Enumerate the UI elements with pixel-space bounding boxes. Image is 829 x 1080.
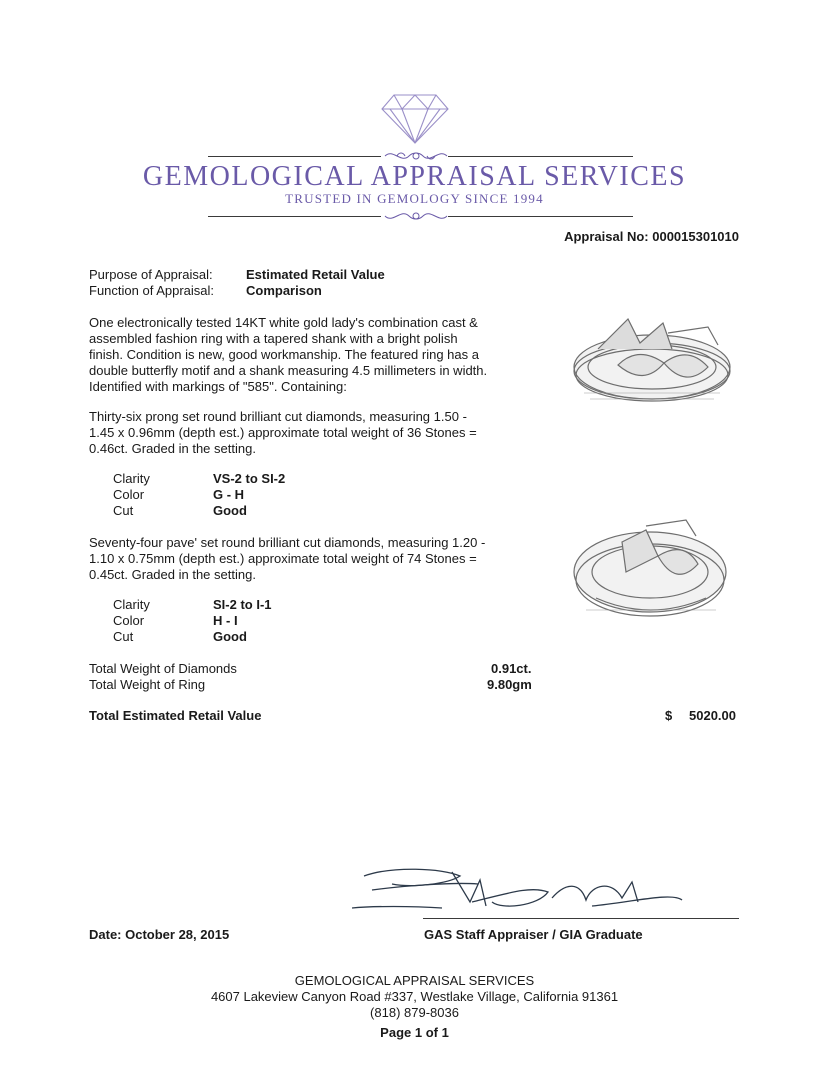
company-tagline: TRUSTED IN GEMOLOGY SINCE 1994 bbox=[285, 191, 544, 206]
total-retail-label: Total Estimated Retail Value bbox=[89, 708, 262, 723]
stone-group-2-text: Seventy-four pave' set round brilliant cut diamonds, measuring 1.20 - 1.10 x 0.75mm (depth est.) approximate total weight of 74 Stones = 0.45ct. Graded in the setting. bbox=[89, 535, 486, 582]
spec-cut-label: Cut bbox=[113, 629, 134, 644]
spec-clarity-label: Clarity bbox=[113, 597, 150, 612]
spec-cut-label: Cut bbox=[113, 503, 134, 518]
total-retail-value: 5020.00 bbox=[689, 708, 736, 723]
appraisal-number bbox=[564, 229, 739, 244]
spec-cut-value: Good bbox=[213, 629, 247, 644]
diamond-icon bbox=[380, 93, 450, 145]
item-description: One electronically tested 14KT white gold lady's combination cast & assembled fashion ring with a tapered shank with a bright polish finish. Condition is new, good workmanship. The featured ring has a double butterfly motif and a shank measuring 4.5 millimeters in width. Identified with markings of "585". Containing: bbox=[89, 315, 488, 394]
purpose-value: Estimated Retail Value bbox=[246, 267, 385, 282]
spec-cut-value: Good bbox=[213, 503, 247, 518]
spec-clarity-label: Clarity bbox=[113, 471, 150, 486]
total-diamonds-label: Total Weight of Diamonds bbox=[89, 661, 237, 676]
function-value: Comparison bbox=[246, 283, 322, 298]
stone-group-1-text: Thirty-six prong set round brilliant cut diamonds, measuring 1.50 - 1.45 x 0.96mm (depth est.) approximate total weight of 36 Stones = 0.46ct. Graded in the setting. bbox=[89, 409, 477, 456]
appraisal-date: Date: October 28, 2015 bbox=[89, 927, 230, 942]
appraiser-title: GAS Staff Appraiser / GIA Graduate bbox=[424, 927, 643, 942]
footer-phone: (818) 879-8036 bbox=[370, 1005, 459, 1020]
ring-photo-top bbox=[568, 305, 736, 415]
spec-color-label: Color bbox=[113, 613, 145, 628]
signature bbox=[352, 862, 742, 922]
total-diamonds-value: 0.91ct. bbox=[491, 661, 532, 676]
spec-color-label: Color bbox=[113, 487, 145, 502]
appraisal-number-label: Appraisal No: bbox=[564, 229, 649, 244]
spec-clarity-value: VS-2 to SI-2 bbox=[213, 471, 286, 486]
header-rule-top-left bbox=[208, 156, 381, 157]
currency-symbol: $ bbox=[665, 708, 673, 723]
appraisal-number-value: 000015301010 bbox=[652, 229, 739, 244]
header-rule-top-right bbox=[448, 156, 633, 157]
footer-address: 4607 Lakeview Canyon Road #337, Westlake Village, California 91361 bbox=[210, 989, 619, 1004]
header-rule-bottom-left bbox=[208, 216, 381, 217]
spec-clarity-value: SI-2 to I-1 bbox=[213, 597, 272, 612]
purpose-label: Purpose of Appraisal: bbox=[89, 267, 213, 282]
ring-photo-bottom bbox=[566, 512, 734, 630]
page-number: Page 1 of 1 bbox=[380, 1025, 449, 1040]
spec-color-value: H - I bbox=[213, 613, 238, 628]
company-title: GEMOLOGICAL APPRAISAL SERVICES bbox=[142, 161, 687, 192]
footer-company: GEMOLOGICAL APPRAISAL SERVICES bbox=[294, 973, 535, 988]
total-ring-label: Total Weight of Ring bbox=[89, 677, 206, 692]
spec-color-value: G - H bbox=[213, 487, 245, 502]
signature-line bbox=[423, 918, 739, 919]
total-ring-value: 9.80gm bbox=[487, 677, 532, 692]
scroll-ornament-bottom-icon bbox=[383, 208, 449, 224]
function-label: Function of Appraisal: bbox=[89, 283, 215, 298]
header-rule-bottom-right bbox=[448, 216, 633, 217]
